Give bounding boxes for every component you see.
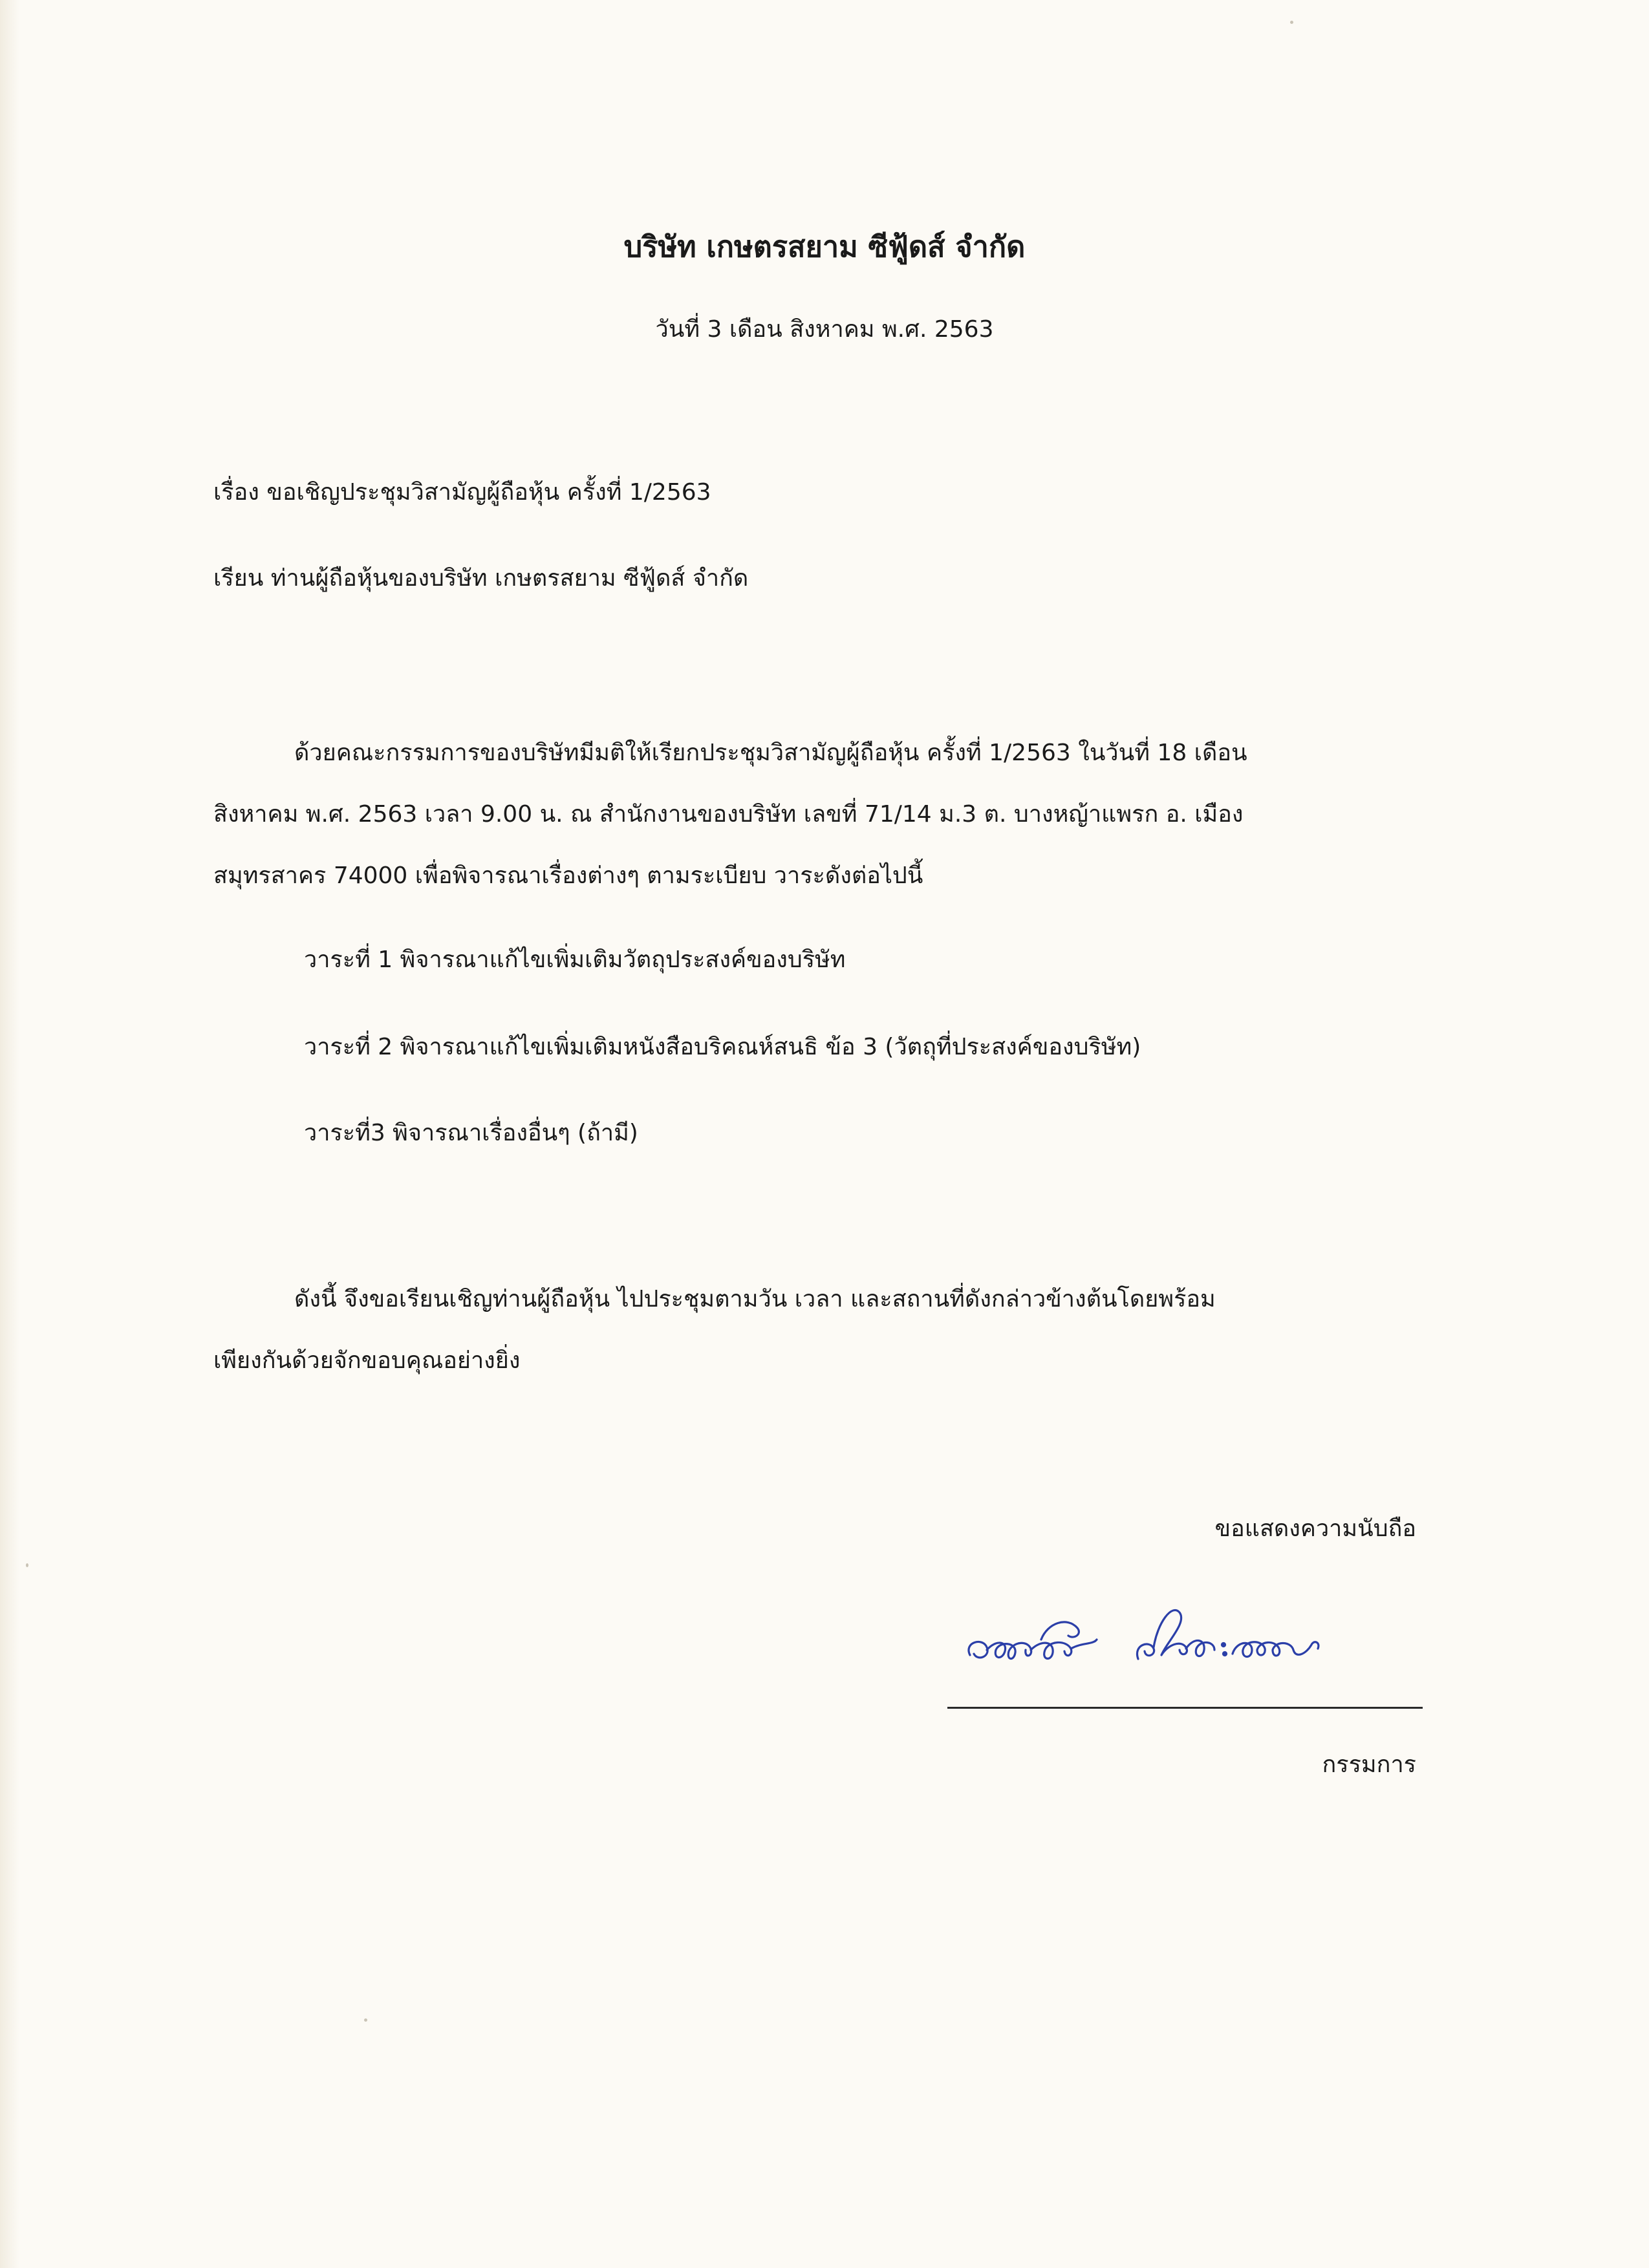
closing-salutation: ขอแสดงความนับถือ xyxy=(1214,1515,1416,1542)
body-paragraph-1-line: ด้วยคณะกรรมการของบริษัทมีมติให้เรียกประชุมวิสามัญผู้ถือหุ้น ครั้งที่ 1/2563 ในวันที่ 18 เดือน xyxy=(294,740,1247,766)
letter-date: วันที่ 3 เดือน สิงหาคม พ.ศ. 2563 xyxy=(655,316,994,343)
company-title: บริษัท เกษตรสยาม ซีฟู้ดส์ จำกัด xyxy=(623,230,1026,264)
body-paragraph-1-line: สมุทรสาคร 74000 เพื่อพิจารณาเรื่องต่างๆ ตามระเบียบ วาระดังต่อไปนี้ xyxy=(213,862,923,889)
signature-line xyxy=(947,1707,1423,1709)
agenda-item-1: วาระที่ 1 พิจารณาแก้ไขเพิ่มเติมวัตถุประสงค์ของบริษัท xyxy=(304,947,846,973)
agenda-item-2: วาระที่ 2 พิจารณาแก้ไขเพิ่มเติมหนังสือบริคณห์สนธิ ข้อ 3 (วัตถุที่ประสงค์ของบริษัท) xyxy=(304,1034,1141,1060)
letter-recipient: เรียน ท่านผู้ถือหุ้นของบริษัท เกษตรสยาม ซีฟู้ดส์ จำกัด xyxy=(213,565,749,592)
signer-role: กรรมการ xyxy=(1322,1751,1416,1778)
body-paragraph-2-line: เพียงกันด้วยจักขอบคุณอย่างยิ่ง xyxy=(213,1347,521,1374)
scan-speck xyxy=(1290,21,1293,24)
scan-speck xyxy=(364,2018,367,2022)
body-paragraph-2-line: ดังนี้ จึงขอเรียนเชิญท่านผู้ถือหุ้น ไปประชุมตามวัน เวลา และสถานที่ดังกล่าวข้างต้นโดยพร้อม xyxy=(294,1286,1216,1312)
letter-subject: เรื่อง ขอเชิญประชุมวิสามัญผู้ถือหุ้น ครั้งที่ 1/2563 xyxy=(213,479,711,506)
agenda-item-3: วาระที่3 พิจารณาเรื่องอื่นๆ (ถ้ามี) xyxy=(304,1120,638,1146)
handwritten-signature xyxy=(944,1578,1436,1687)
body-paragraph-1-line: สิงหาคม พ.ศ. 2563 เวลา 9.00 น. ณ สำนักงานของบริษัท เลขที่ 71/14 ม.3 ต. บางหญ้าแพรก อ. เมือง xyxy=(213,801,1244,828)
scan-speck xyxy=(26,1563,28,1567)
